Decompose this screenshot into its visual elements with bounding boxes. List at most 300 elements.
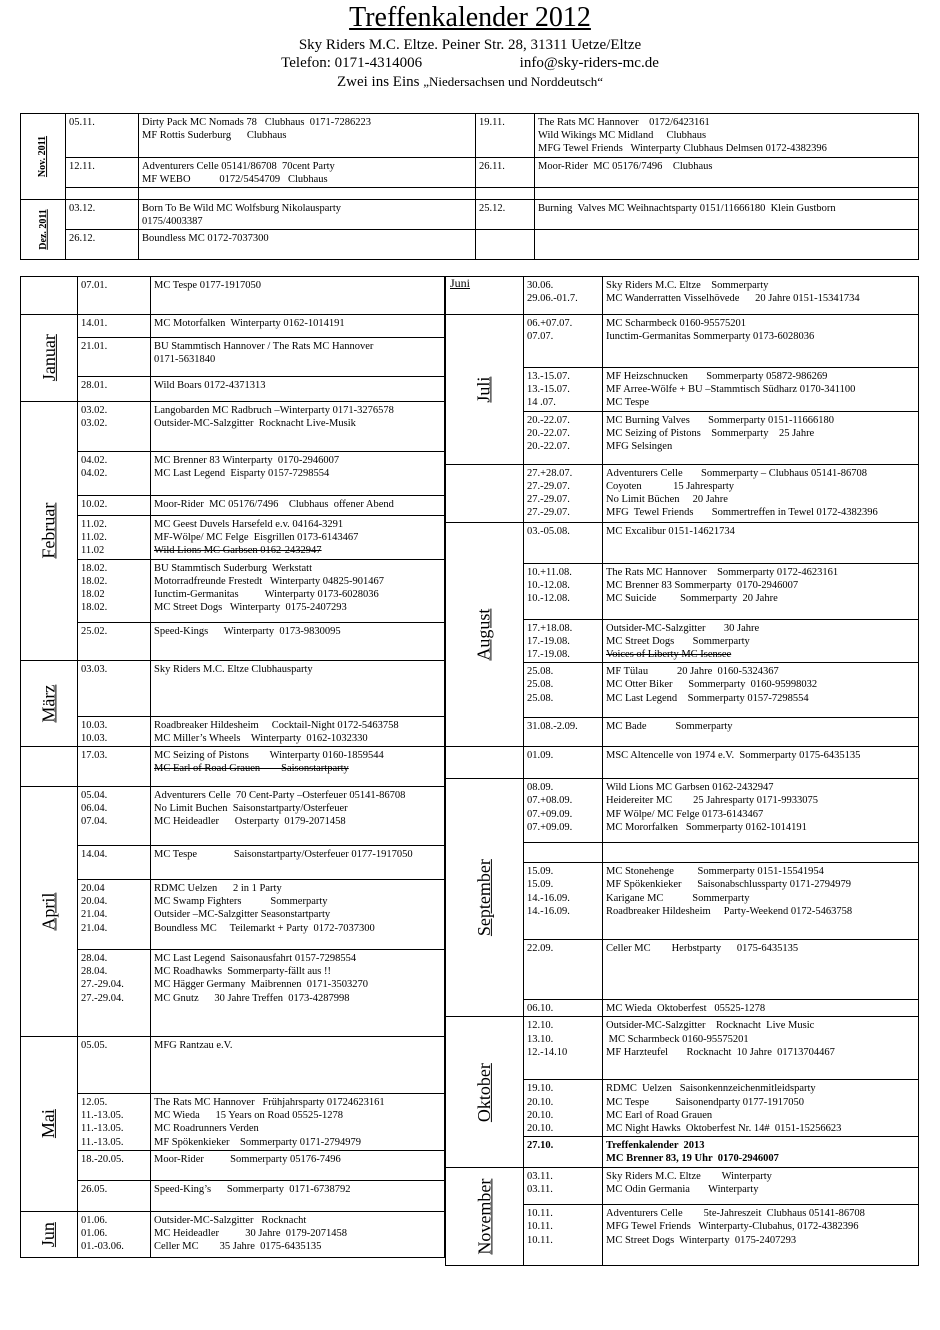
text-line: MC Scharmbeck 0160-95575201: [605, 318, 746, 329]
date-cell: [66, 157, 139, 187]
text-line: 11.-13.05.: [80, 1136, 124, 1148]
text-line: MC Tespe: [605, 397, 650, 409]
date-cell: [523, 1080, 602, 1137]
email: info@sky-riders-mc.de: [519, 55, 659, 71]
month-label: Juli: [473, 376, 494, 403]
date-cell: [523, 863, 602, 940]
text-line: 18.02: [80, 589, 105, 601]
month-label: September: [473, 859, 494, 937]
table-row: [446, 1168, 919, 1205]
text-line: 25.08.: [526, 679, 554, 691]
text-line: 05.05.: [80, 1040, 108, 1052]
text-line: Coyoten 15 Jahresparty: [605, 480, 735, 492]
month-september: [446, 779, 524, 1017]
text-line: 05.11.: [69, 117, 95, 128]
text-line: MC Odin Germania Winterparty: [605, 1184, 759, 1196]
text-line: 29.06.-01.7.: [526, 293, 578, 305]
event-cell: [150, 1211, 444, 1257]
text-line: 28.04.: [80, 966, 108, 978]
subtitle-b: „Niedersachsen und Norddeutsch“: [423, 74, 603, 89]
event-cell: [602, 1205, 918, 1266]
text-line: Boundless MC 0172-7037300: [142, 233, 269, 245]
text-line: MC Burning Valves Sommerparty 0151-11666180: [605, 414, 835, 426]
text-line: 25.08.: [526, 692, 554, 704]
event-cell: [150, 950, 444, 1037]
text-line: 26.11.: [479, 160, 505, 172]
date-cell: [77, 1094, 150, 1151]
event-cell: [150, 452, 444, 496]
month-nov: Nov. 2011: [21, 114, 66, 200]
date-cell: [523, 747, 602, 779]
text-line: MC Street Dogs Winterparty 0175-2407293: [605, 1234, 797, 1246]
event-cell: [150, 559, 444, 622]
text-line: Sky Riders M.C. Eltze Winterparty: [605, 1171, 772, 1183]
text-line: 28.01.: [80, 380, 108, 391]
text-line: MFG Tewel Friends Winterparty Clubhaus Delmsen 0172-4382396: [538, 143, 827, 155]
text-line: 10.-12.08.: [526, 593, 570, 605]
subtitle-a: Zwei ins Eins: [336, 74, 420, 90]
table-row: [21, 230, 919, 260]
calendar-left: [20, 276, 445, 1258]
event-cell: [602, 368, 918, 412]
date-cell: [77, 622, 150, 660]
text-line: 18.02.: [80, 602, 108, 614]
table-row: [21, 660, 445, 716]
text-line: RDMC Uelzen Saisonkennzeichenmitleidsparty: [605, 1083, 816, 1095]
date-cell: [77, 516, 150, 560]
text-line: MC Tespe Saisonstartparty/Osterfeuer 0177-1917050: [153, 849, 413, 861]
event-cell: [602, 1000, 918, 1017]
text-line: MC Brenner 83 Winterparty 0170-2946007: [153, 455, 340, 466]
text-line: Speed-King’s Sommerparty 0171-6738792: [153, 1183, 351, 1195]
text-line: 25.12.: [479, 203, 506, 215]
date-cell: [523, 940, 602, 1000]
month-label: Juni: [450, 276, 471, 290]
table-row: [446, 464, 919, 522]
text-line: 26.12.: [69, 233, 96, 245]
text-line: MF Spökenkieker Sommerparty 0171-2794979: [153, 1136, 362, 1148]
event-cell: [150, 846, 444, 880]
date-cell: [66, 200, 139, 230]
text-line: Roadbreaker Hildesheim Cocktail-Night 0172-5463758: [153, 719, 399, 731]
text-line: 14.-16.09.: [526, 905, 570, 917]
event-cell: [150, 880, 444, 950]
event-cell: [535, 200, 919, 230]
date-cell: [77, 1150, 150, 1180]
text-line: 25.08.: [526, 666, 554, 678]
text-line: 18.-20.05.: [80, 1153, 124, 1165]
month-empty: [21, 277, 78, 315]
table-row: [21, 200, 919, 230]
date-cell: [523, 1000, 602, 1017]
text-line: 21.04.: [80, 922, 108, 934]
text-line: Karigane MC Sommerparty: [605, 892, 750, 904]
table-row: [21, 846, 445, 880]
text-line: MC Tespe 0177-1917050: [153, 280, 261, 291]
event-cell: [150, 716, 444, 746]
event-cell: [535, 114, 919, 158]
text-line: Iunctim-Germanitas Winterparty 0173-6028036: [153, 589, 379, 601]
text-line: 03.12.: [69, 203, 96, 215]
event-cell: [602, 411, 918, 464]
table-row: [21, 1094, 445, 1151]
event-cell: [602, 1017, 918, 1080]
text-line: MF Harzteufel Rocknacht 10 Jahre 01713704467: [605, 1046, 835, 1058]
text-line: 07.+08.09.: [526, 795, 573, 807]
text-line: 12.05.: [80, 1097, 108, 1109]
text-line: MC Night Hawks Oktoberfest Nr. 14# 0151-15256623: [605, 1123, 842, 1135]
text-line: 07.01.: [80, 280, 108, 291]
event-cell: [602, 779, 918, 843]
text-line: BU Stammtisch Suderburg Werkstatt: [153, 562, 312, 574]
text-line: MC Seizing of Pistons Sommerparty 25 Jahre: [605, 427, 815, 439]
text-line: MC Wieda Oktoberfest 05525-1278: [605, 1003, 766, 1015]
table-row: [21, 880, 445, 950]
text-line: 07.+09.09.: [526, 821, 573, 833]
event-cell: [139, 200, 476, 230]
text-line: 10.02.: [80, 499, 108, 510]
date-cell: [77, 1211, 150, 1257]
text-line: 14.-16.09.: [526, 892, 570, 904]
text-line: 27.-29.07.: [526, 480, 570, 492]
text-line: 20.-22.07.: [526, 414, 570, 426]
text-line: The Rats MC Hannover Sommerparty 0172-4623161: [605, 566, 839, 578]
month-juni: [446, 277, 524, 315]
text-line: MC Last Legend Eisparty 0157-7298554: [153, 468, 330, 480]
text-line: 31.08.-2.09.: [526, 721, 578, 733]
text-line: 21.01.: [80, 341, 108, 352]
text-line: 14.04.: [80, 849, 108, 861]
text-line: MC Geest Duvels Harsefeld e.v. 04164-3291: [153, 519, 344, 530]
text-line: 03.02.: [80, 418, 108, 430]
text-line: MC Earl of Road Grauen Saisonstartparty: [153, 763, 349, 775]
text-line: Celler MC 35 Jahre 0175-6435135: [153, 1241, 322, 1253]
table-row: [446, 747, 919, 779]
date-cell: [77, 377, 150, 402]
date-cell: [523, 563, 602, 619]
event-cell: [602, 522, 918, 563]
date-cell: [77, 747, 150, 787]
table-row: [21, 622, 445, 660]
text-line: MF-Wölpe/ MC Felge Eisgrillen 0173-6143467: [153, 532, 359, 544]
text-line: Langobarden MC Radbruch –Winterparty 0171-3276578: [153, 405, 394, 416]
text-line: MC Mororfalken Sommerparty 0162-1014191: [605, 821, 807, 833]
text-line: 10.03.: [80, 719, 108, 731]
table-row: [21, 402, 445, 452]
text-line: Burning Valves MC Weihnachtsparty 0151/11666180 Klein Gustborn: [538, 203, 836, 215]
text-line: 20.04.: [80, 896, 108, 908]
text-line: 27.-29.04.: [80, 992, 124, 1004]
text-line: RDMC Uelzen 2 in 1 Party: [153, 883, 282, 895]
text-line: 06.04.: [80, 803, 108, 815]
date-cell: [77, 880, 150, 950]
event-cell: [602, 619, 918, 663]
month-mai: [21, 1037, 78, 1212]
month-label: Jun: [38, 1221, 59, 1247]
text-line: Moor-Rider MC 05176/7496 Clubhaus offener Abend: [153, 499, 394, 510]
club-address: Sky Riders M.C. Eltze. Peiner Str. 28, 31311 Uetze/Eltze: [298, 37, 642, 53]
date-cell: [77, 277, 150, 315]
text-line: 14.01.: [80, 318, 108, 329]
date-cell: [523, 315, 602, 368]
table-row: [21, 559, 445, 622]
date-cell: [476, 200, 535, 230]
event-cell: [602, 863, 918, 940]
text-line: MC Motorfalken Winterparty 0162-1014191: [153, 318, 345, 329]
event-cell: [602, 940, 918, 1000]
event-cell: [139, 157, 476, 187]
table-row: [446, 277, 919, 315]
text-line: MC Last Legend Sommerparty 0157-7298554: [605, 692, 809, 704]
text-line: Wild Wikings MC Midland Clubhaus: [538, 130, 707, 142]
month-august: [446, 522, 524, 747]
table-row: [21, 1150, 445, 1180]
text-line: 13.-15.07.: [526, 384, 570, 396]
text-line: Iunctim-Germanitas Sommerparty 0173-6028036: [605, 331, 815, 343]
text-line: Adventurers Celle Sommerparty – Clubhaus 05141-86708: [605, 467, 867, 479]
date-cell: [523, 619, 602, 663]
text-line: Celler MC Herbstparty 0175-6435135: [605, 943, 799, 955]
event-cell: [150, 1094, 444, 1151]
text-line: MC Gnutz 30 Jahre Treffen 0173-4287998: [153, 992, 350, 1004]
text-line: Treffenkalender 2013: [605, 1140, 705, 1152]
event-cell: [150, 516, 444, 560]
event-cell: [602, 277, 918, 315]
month-oktober: [446, 1017, 524, 1168]
month-label: März: [38, 684, 59, 723]
table-row: [21, 338, 445, 377]
text-line: MSC Altencelle von 1974 e.V. Sommerparty 0175-6435135: [605, 750, 861, 762]
text-line: MF Rottis Suderburg Clubhaus: [142, 130, 287, 142]
date-cell: [523, 522, 602, 563]
date-cell: [77, 787, 150, 846]
text-line: Outsider-MC-Salzgitter Rocknacht: [153, 1214, 307, 1226]
text-line: 25.02.: [80, 625, 108, 637]
text-line: MC Excalibur 0151-14621734: [605, 525, 735, 537]
event-cell: [150, 315, 444, 338]
text-line: Outsider –MC-Salzgitter Seasonstartparty: [153, 909, 331, 921]
table-row: [21, 747, 445, 787]
table-row: [21, 452, 445, 496]
text-line: 0171-5631840: [153, 354, 216, 366]
text-line: 15.09.: [526, 879, 554, 891]
text-line: 27.-29.04.: [80, 979, 124, 991]
text-line: Adventurers Celle 70 Cent-Party –Osterfeuer 05141-86708: [153, 790, 406, 802]
text-line: Outsider-MC-Salzgitter Rocknacht Live-Musik: [153, 418, 356, 430]
text-line: MC Otter Biker Sommerparty 0160-95998032: [605, 679, 818, 691]
text-line: 27.10.: [526, 1140, 554, 1152]
month-empty: [446, 747, 524, 779]
text-line: 07.04.: [80, 816, 108, 828]
table-row: [21, 277, 445, 315]
event-cell: [602, 1080, 918, 1137]
text-line: MFG Selsingen: [605, 441, 673, 453]
text-line: MC Roadhawks Sommerparty-fällt aus !!: [153, 966, 331, 978]
date-cell: [77, 1037, 150, 1094]
text-line: 07.+09.09.: [526, 808, 573, 820]
date-cell: [77, 716, 150, 746]
text-line: 12.11.: [69, 160, 95, 172]
text-line: Dirty Pack MC Nomads 78 Clubhaus 0171-7286223: [142, 117, 371, 128]
text-line: MC Roadrunners Verden: [153, 1123, 259, 1135]
text-line: MFG Tewel Friends Sommertreffen in Tewel 0172-4382396: [605, 507, 878, 519]
text-line: Moor-Rider Sommerparty 05176-7496: [153, 1153, 341, 1165]
table-row: [21, 1037, 445, 1094]
text-line: 11.-13.05.: [80, 1110, 124, 1122]
month-label: August: [473, 608, 494, 661]
text-line: 10.03.: [80, 732, 108, 744]
text-line: 10.+11.08.: [526, 566, 572, 578]
text-line: MC Hägger Germany Maibrennen 0171-3503270: [153, 979, 369, 991]
text-line: 01.09.: [526, 750, 554, 762]
event-cell: [602, 464, 918, 522]
text-line: MF WEBO 0172/5454709 Clubhaus: [142, 173, 328, 185]
text-line: MF Wölpe/ MC Felge 0173-6143467: [605, 808, 764, 820]
text-line: MF Heizschnucken Sommerparty 05872-986269: [605, 371, 828, 382]
text-line: 01.-03.06.: [80, 1241, 124, 1253]
text-line: 04.02.: [80, 455, 108, 466]
text-line: 11.-13.05.: [80, 1123, 124, 1135]
text-line: 11.02.: [80, 532, 107, 544]
text-line: Wild Boars 0172-4371313: [153, 380, 266, 391]
table-row: [21, 315, 445, 338]
phone: Telefon: 0171-4314006: [281, 55, 423, 71]
event-cell: [150, 1037, 444, 1094]
event-cell: [150, 1150, 444, 1180]
text-line: 13.-15.07.: [526, 371, 570, 382]
text-line: MC Earl of Road Grauen: [605, 1109, 713, 1121]
event-cell: [602, 718, 918, 747]
event-cell: [150, 377, 444, 402]
month-april: [21, 787, 78, 1037]
text-line: BU Stammtisch Hannover / The Rats MC Hannover: [153, 341, 374, 352]
text-line: 01.06.: [80, 1228, 108, 1240]
text-line: Wild Lions MC Garbsen 0162-2432947: [153, 545, 322, 557]
contact-line: [0, 55, 940, 72]
calendar-right: [445, 276, 919, 1266]
text-line: 14 .07.: [526, 397, 556, 409]
text-line: 06.+07.07.: [526, 318, 573, 329]
text-line: The Rats MC Hannover 0172/6423161: [538, 117, 710, 128]
table-row: [21, 1211, 445, 1257]
date-cell: [77, 950, 150, 1037]
text-line: 28.04.: [80, 953, 108, 965]
text-line: 20.10.: [526, 1096, 554, 1108]
text-line: MF Arree-Wölfe + BU –Stammtisch Südharz 0170-341100: [605, 384, 856, 396]
text-line: MFG Rantzau e.V.: [153, 1040, 233, 1052]
text-line: 22.09.: [526, 943, 554, 955]
text-line: Sky Riders M.C. Eltze Sommerparty: [605, 280, 769, 291]
date-cell: [523, 1205, 602, 1266]
text-line: MC Last Legend Saisonausfahrt 0157-7298554: [153, 953, 357, 965]
event-cell: [602, 843, 918, 863]
text-line: The Rats MC Hannover Frühjahrsparty 01724623161: [153, 1097, 385, 1109]
text-line: 12.10.: [526, 1020, 554, 1032]
text-line: Outsider-MC-Salzgitter Rocknacht Live Music: [605, 1020, 815, 1032]
event-cell: [150, 787, 444, 846]
event-cell: [602, 315, 918, 368]
text-line: 15.09.: [526, 866, 554, 878]
table-row: [446, 522, 919, 563]
month-empty: [446, 464, 524, 522]
event-cell: [602, 1137, 918, 1168]
text-line: MC Heideadler 30 Jahre 0179-2071458: [153, 1228, 348, 1240]
date-cell: [77, 559, 150, 622]
text-line: Boundless MC Teilemarkt + Party 0172-7037300: [153, 922, 375, 934]
text-line: Roadbreaker Hildesheim Party-Weekend 0172-5463758: [605, 905, 853, 917]
text-line: 19.10.: [526, 1083, 554, 1095]
text-line: 06.10.: [526, 1003, 554, 1015]
event-cell: [150, 338, 444, 377]
date-cell: [523, 1137, 602, 1168]
event-cell: [150, 277, 444, 315]
date-cell: [476, 157, 535, 187]
date-cell: [523, 411, 602, 464]
text-line: Adventurers Celle 05141/86708 70cent Party: [142, 160, 335, 172]
month-februar: [21, 402, 78, 661]
text-line: 18.02.: [80, 562, 108, 574]
text-line: Moor-Rider MC 05176/7496 Clubhaus: [538, 160, 713, 172]
text-line: 03.11.: [526, 1184, 553, 1196]
event-cell: [602, 663, 918, 718]
table-row: [446, 1017, 919, 1080]
text-line: 10.-12.08.: [526, 579, 570, 591]
table-row: [21, 157, 919, 187]
text-line: 01.06.: [80, 1214, 108, 1226]
text-line: MC Suicide Sommerparty 20 Jahre: [605, 593, 778, 605]
text-line: MC Wieda 15 Years on Road 05525-1278: [153, 1110, 343, 1122]
table-row: [21, 950, 445, 1037]
text-line: 17.-19.08.: [526, 649, 570, 661]
text-line: MF Spökenkieker Saisonabschlussparty 0171-2794979: [605, 879, 851, 891]
text-line: 27.+28.07.: [526, 467, 573, 479]
text-line: 20.10.: [526, 1109, 554, 1121]
text-line: MC Street Dogs Winterparty 0175-2407293: [153, 602, 347, 614]
month-jun: [21, 1211, 78, 1257]
text-line: 19.11.: [479, 117, 505, 128]
text-line: MC Miller’s Wheels Winterparty 0162-1032330: [153, 732, 368, 744]
table-row: [446, 315, 919, 368]
month-label: Mai: [38, 1109, 59, 1139]
month-label: Februar: [38, 502, 59, 559]
text-line: MC Wanderratten Visselhövede 20 Jahre 0151-15341734: [605, 293, 860, 305]
date-cell: [77, 496, 150, 516]
date-cell: [476, 230, 535, 260]
text-line: 20.-22.07.: [526, 441, 570, 453]
text-line: 17.03.: [80, 750, 108, 762]
table-row: [21, 496, 445, 516]
date-cell: [523, 368, 602, 412]
text-line: 27.-29.07.: [526, 494, 570, 506]
text-line: 0175/4003387: [142, 216, 203, 228]
text-line: Motorradfreunde Frestedt Winterparty 04825-901467: [153, 575, 385, 587]
page-title: Treffenkalender 2012: [349, 2, 591, 33]
text-line: MC Tespe Saisonendparty 0177-1917050: [605, 1096, 804, 1108]
text-line: 27.-29.07.: [526, 507, 570, 519]
text-line: MC Brenner 83, 19 Uhr 0170-2946007: [605, 1153, 779, 1165]
text-line: Voices of Liberty MC Isensee: [605, 649, 732, 661]
text-line: MC Swamp Fighters Sommerparty: [153, 896, 328, 908]
table-row: [21, 114, 919, 158]
table-row: [21, 516, 445, 560]
text-line: 26.05.: [80, 1183, 108, 1195]
month-label: April: [38, 892, 59, 931]
text-line: No Limit Buchen Saisonstartparty/Osterfeuer: [153, 803, 348, 815]
date-cell: [66, 114, 139, 158]
text-line: MC Stonehenge Sommerparty 0151-15541954: [605, 866, 824, 878]
text-line: MC Heideadler Osterparty 0179-2071458: [153, 816, 346, 828]
event-cell: [150, 747, 444, 787]
